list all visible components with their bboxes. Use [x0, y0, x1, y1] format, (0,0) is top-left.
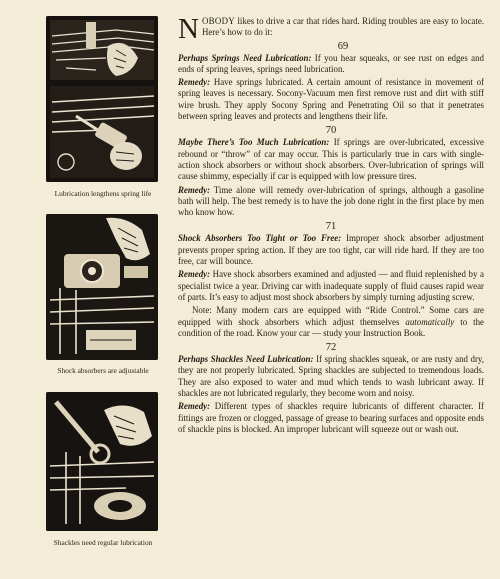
drop-cap: N — [178, 13, 199, 45]
shackle-wrench-illustration — [46, 392, 158, 531]
intro-text: likes to drive a car that rides hard. Riding troubles are easy to locate. Here’s how to do it: — [201, 16, 484, 38]
shock-absorber-illustration — [46, 214, 158, 360]
remedy-label: Remedy: — [178, 401, 211, 412]
remedy-label: Remedy: — [178, 269, 211, 280]
illustration-column — [0, 0, 170, 579]
intro-paragraph — [178, 13, 484, 45]
remedy-paragraph — [178, 77, 484, 122]
section-title: Maybe There’s Too Much Lubrication: — [178, 137, 330, 148]
intro-first-word: OBODY — [201, 16, 236, 26]
note-italic: automatically — [405, 316, 455, 327]
figure-caption: Lubrication lengthens spring life — [54, 189, 152, 198]
section-paragraph — [178, 354, 484, 399]
section-text: If springs are over-lubricated, excessive rebound or “throw” of car may occur. This is particularly true in cars with single-action shock absorbers or without shock absorbers. Over-lubrication of springs will cause shimmy, especially if car is equipped with low pressure tires. — [178, 137, 484, 182]
section-number: 69 — [337, 40, 349, 52]
text-column — [178, 13, 484, 437]
remedy-text: Have shock absorbers examined and adjusted — and fluid replenished by a specialist twice a year. Driving car with inadequate supply of fluid causes rapid wear of parts. It’s easy to adjust most shock absorbers by simply turning adjusting screw. — [178, 269, 484, 302]
remedy-text: Time alone will remedy over-lubrication of springs, although a gasoline bath will help. The best remedy is to have the job done right in the first place by men who know how. — [178, 184, 484, 218]
figure-lubrication — [46, 16, 158, 182]
section-paragraph — [178, 53, 484, 76]
remedy-paragraph — [178, 269, 484, 303]
section-number: 71 — [325, 221, 337, 233]
remedy-label: Remedy: — [178, 184, 211, 195]
figure-shock-absorber — [46, 214, 158, 360]
remedy-paragraph — [178, 185, 484, 219]
note-text: Note: Many modern cars are equipped with “Ride Control.” Some cars are equipped with shock absorbers which adjust themselves — [178, 305, 484, 327]
figure-caption: Shock absorbers are adjustable — [57, 366, 149, 375]
figure-caption: Shackles need regular lubrication — [53, 538, 153, 547]
section-text: If spring shackles squeak, or are rusty and dry, they are not properly lubricated. Spring shackles are subjected to tremendous loads. They are also exposed to water and mud which tends to wash lubricant away. If shackles are not lubricated regularly, they become worn and noisy. — [178, 354, 484, 399]
note-text-end: to the condition of the road. Know your car — study your Instruction Book. — [178, 316, 484, 338]
section-title: Perhaps Springs Need Lubrication: — [178, 52, 312, 63]
section-title: Shock Absorbers Too Tight or Too Free: — [178, 233, 342, 244]
lubrication-gun-illustration — [46, 16, 158, 182]
section-title: Perhaps Shackles Need Lubrication: — [178, 354, 314, 365]
remedy-paragraph — [178, 401, 484, 435]
section-text: Improper shock absorber adjustment prevents proper spring action. If they are too tight, car will ride hard. If they are too free, car will bounce. — [178, 233, 484, 267]
section-text: If you hear squeaks, or see rust on edges and ends of spring leaves, springs need lubrication. — [178, 52, 484, 74]
remedy-label: Remedy: — [178, 77, 211, 88]
remedy-text: Have springs lubricated. A certain amount of resistance in movement of spring leaves is necessary. Socony-Vacuum men first remove rust and dirt with stiff wire brush. They apply Socony Spring and Penetrating Oil so that it penetrates between spring leaves and protects and lengthens their life. — [178, 77, 484, 122]
remedy-text: Different types of shackles require lubricants of different character. If fittings are frozen or clogged, passage of grease to bearing surfaces and opposite ends of shackle pins is blocked. An improper lubricant will squeeze out or wash out. — [178, 401, 484, 434]
section-number: 72 — [325, 342, 337, 354]
section-paragraph — [178, 137, 484, 182]
note-paragraph — [178, 305, 484, 339]
section-paragraph — [178, 233, 484, 267]
section-number: 70 — [325, 125, 337, 137]
figure-shackles — [46, 392, 158, 531]
